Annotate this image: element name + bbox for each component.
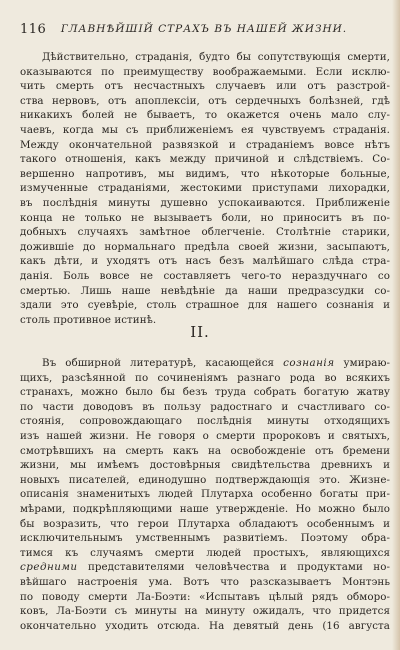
text-line: бы возразить, что герои Плутарха обладаютъ особеннымъ и xyxy=(20,517,390,530)
text-line: стоянія, сопровождающаго послѣднія минуты отходящихъ xyxy=(20,415,390,428)
text-line: чаевъ, когда мы съ приближеніемъ ея чувствуемъ страданія. xyxy=(20,123,390,136)
text-line: ства нервовъ, отъ апоплексіи, отъ сердечныхъ болѣзней, гдѣ xyxy=(20,94,390,107)
text-line: по части доводовъ въ пользу радостнаго и счастливаго со- xyxy=(20,400,390,413)
text-line: смертью. Лишь наше невѣдѣніе да наши предразсудки со- xyxy=(20,284,390,297)
text-line: такого отношенія, какъ между причиной и слѣдствіемъ. Со- xyxy=(20,153,390,166)
page-header xyxy=(20,22,388,38)
page-edge-shadow xyxy=(392,0,400,650)
text-line: изъ нашей жизни. Не говоря о смерти пророковъ и святыхъ, xyxy=(20,429,390,442)
text-line xyxy=(20,356,390,371)
text-line: исключительнымъ умственнымъ развитіемъ. Поэтому обра- xyxy=(20,532,390,545)
text-line: Дѣйствительно, страданія, будто бы сопутствующія смерти, xyxy=(42,51,390,63)
paragraph-1 xyxy=(20,50,390,327)
running-head: ГЛАВНѢЙШІЙ СТРАХЪ ВЪ НАШЕЙ ЖИЗНИ. xyxy=(60,23,348,35)
text-line: щихъ, разсѣянной по сочиненіямъ разнаго рода во всякихъ xyxy=(20,371,390,384)
emphasized-word: средними xyxy=(20,561,78,574)
text-line: тимся къ случаямъ смерти людей простыхъ, являющихся xyxy=(20,546,390,559)
text-segment: умираю- xyxy=(343,357,391,369)
text-line: странахъ, можно было бы безъ труда собрать богатую жатву xyxy=(20,386,390,399)
text-line: въ послѣднія минуты душевно успокаиваются. Приближеніе xyxy=(20,196,390,209)
text-line xyxy=(20,560,390,575)
text-line: какъ дѣти, и уходятъ отъ насъ безъ малѣйшаго слѣда стра- xyxy=(20,255,390,268)
text-line: жизни, мы имѣемъ достовѣрныя свидѣтельства древнихъ и xyxy=(20,459,390,472)
text-line: ковъ, Ла-Боэти съ минуты на минуту ожидалъ, что придется xyxy=(20,605,390,618)
text-line: описанія знаменитыхъ людей Плутарха особенно богаты при- xyxy=(20,488,390,501)
text-segment: представителями человѣчества и продуктами но- xyxy=(87,561,390,574)
text-line: столь противное истинѣ. xyxy=(20,313,157,326)
text-line: никакихъ болей не бываетъ, то окажется очень мало слу- xyxy=(20,109,390,122)
text-line: новыхъ писателей, единодушно подтверждающія это. Жизне- xyxy=(20,473,390,486)
text-line: здали это суевѣріе, столь страшное для нашего сознанія и xyxy=(20,299,390,312)
text-line: вѣйшаго настроенія ума. Вотъ что разсказываетъ Монтэнь xyxy=(20,575,390,588)
text-line: по поводу смерти Ла-Боэти: «Испытавъ цѣлый рядъ обморо- xyxy=(20,590,390,603)
text-line: окончательно уходить отсюда. На девятый день (16 августа xyxy=(20,619,390,632)
text-line: смотрѣвшихъ на смерть какъ на освобожденіе отъ бремени xyxy=(20,444,390,457)
paragraph-2 xyxy=(20,356,390,633)
text-line: конца не только не вызываетъ боли, но приноситъ въ по- xyxy=(20,211,390,224)
text-line: оказываются по преимуществу воображаемыми. Если исклю- xyxy=(20,65,390,78)
text-line: добныхъ случаяхъ замѣтное облегченіе. Столѣтніе старики, xyxy=(20,226,390,239)
text-line: вершенно напротивъ, мы видимъ, что нѣкоторые больные, xyxy=(20,167,390,180)
text-line: Между окончательной развязкой и страданіемъ вовсе нѣтъ xyxy=(20,138,390,151)
section-heading: II. xyxy=(190,323,210,341)
text-line: измученные страданіями, жестокими приступами лихорадки, xyxy=(20,182,390,195)
emphasized-word: сознанія xyxy=(283,357,335,369)
text-segment: Въ обширной литературѣ, касающейся xyxy=(42,357,275,369)
text-line: мѣрами, подкрѣпляющими наше утвержденіе. Но можно было xyxy=(20,502,390,515)
text-line: чить смерть отъ несчастныхъ случаевъ или отъ разстрой- xyxy=(20,80,390,93)
text-line: дожившіе до нормальнаго предѣла своей жизни, засыпаютъ, xyxy=(20,240,390,253)
page-number: 116 xyxy=(20,22,47,37)
text-line: данія. Боль вовсе не составляетъ чего-то нераздучнаго со xyxy=(20,269,390,282)
